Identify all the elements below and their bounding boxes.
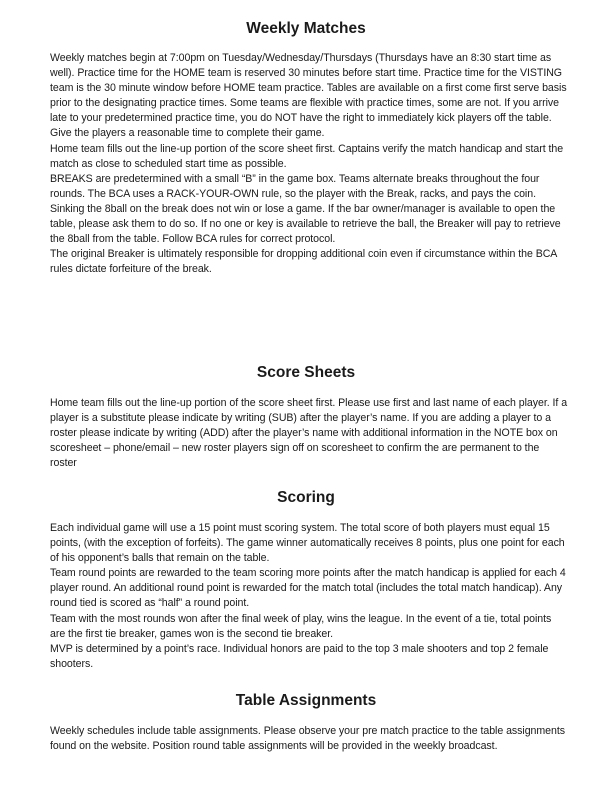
weekly-matches-body <box>50 51 568 277</box>
weekly-paragraph: BREAKS are predetermined with a small “B” in the game box. Teams alternate breaks throughout the four rounds. The BCA uses a RACK-YOUR-OWN rule, so the player with the Break, racks, and pays the coin. <box>50 172 540 200</box>
weekly-matches-heading: Weekly Matches <box>246 20 366 37</box>
scoring-paragraph: Each individual game will use a 15 point must scoring system. The total score of both players must equal 15 points, (with the exception of forfeits). The game winner automatically receives 8 points, plus one point for each of his opponent’s balls that remain on the table. <box>50 522 565 565</box>
scoring-paragraph: MVP is determined by a point’s race. Individual honors are paid to the top 3 male shooters and top 2 female shooters. <box>50 642 549 670</box>
weekly-paragraph: Sinking the 8ball on the break does not win or lose a game. If the bar owner/manager is available to open the table, please ask them to do so. If no one or key is available to retrieve the ball, the Breaker will pay to retrieve the 8ball from the table. Follow BCA rules for correct protocol. <box>50 202 561 246</box>
scoring-heading: Scoring <box>277 489 335 506</box>
score-sheets-body <box>50 396 568 471</box>
score-paragraph: Home team fills out the line-up portion of the score sheet first. Please use first and last name of each player. If a player is a substitute please indicate by writing (SUB) after the player’s name. If you are adding a player to a roster please indicate by writing (ADD) after the player’s name with additional information in the NOTE box on scoresheet – phone/email – new roster players sign off on scoresheet to confirm the are permanent to the roster <box>50 397 568 470</box>
weekly-paragraph: The original Breaker is ultimately responsible for dropping additional coin even if circumstance within the BCA rules dictate forfeiture of the break. <box>50 248 557 276</box>
score-sheets-heading: Score Sheets <box>256 364 356 381</box>
table-assignments-body <box>50 724 568 754</box>
scoring-paragraph: Team round points are rewarded to the team scoring more points after the match handicap is applied for each 4 player round. An additional round point is rewarded for the match total (includes the total match handicap). Any round tied is scored as “half” a round point. <box>50 567 566 610</box>
table-assignments-heading: Table Assignments <box>235 692 377 709</box>
weekly-paragraph: Weekly matches begin at 7:00pm on Tuesday/Wednesday/Thursdays (Thursdays have an 8:30 start time as well). Practice time for the HOME team is reserved 30 minutes before start time. Practice time for the VISTING team is the 30 minute window before HOME team practice. Tables are available on a first come first serve basis prior to the designating practice times. Some teams are flexible with practice times, some are not. If you arrive late to your predetermined practice time, you do NOT have the right to immediately kick players off the table. Give the players a reasonable time to complete their game. <box>50 52 567 140</box>
tables-paragraph: Weekly schedules include table assignments. Please observe your pre match practice to the table assignments found on the website. Position round table assignments will be provided in the weekly broadcast. <box>50 725 566 753</box>
weekly-paragraph: Home team fills out the line-up portion of the score sheet first. Captains verify the match handicap and start the match as close to scheduled start time as possible. <box>50 142 564 170</box>
scoring-paragraph: Team with the most rounds won after the final week of play, wins the league. In the event of a tie, total points are the first tie breaker, games won is the second tie breaker. <box>50 612 552 640</box>
scoring-body <box>50 521 568 672</box>
